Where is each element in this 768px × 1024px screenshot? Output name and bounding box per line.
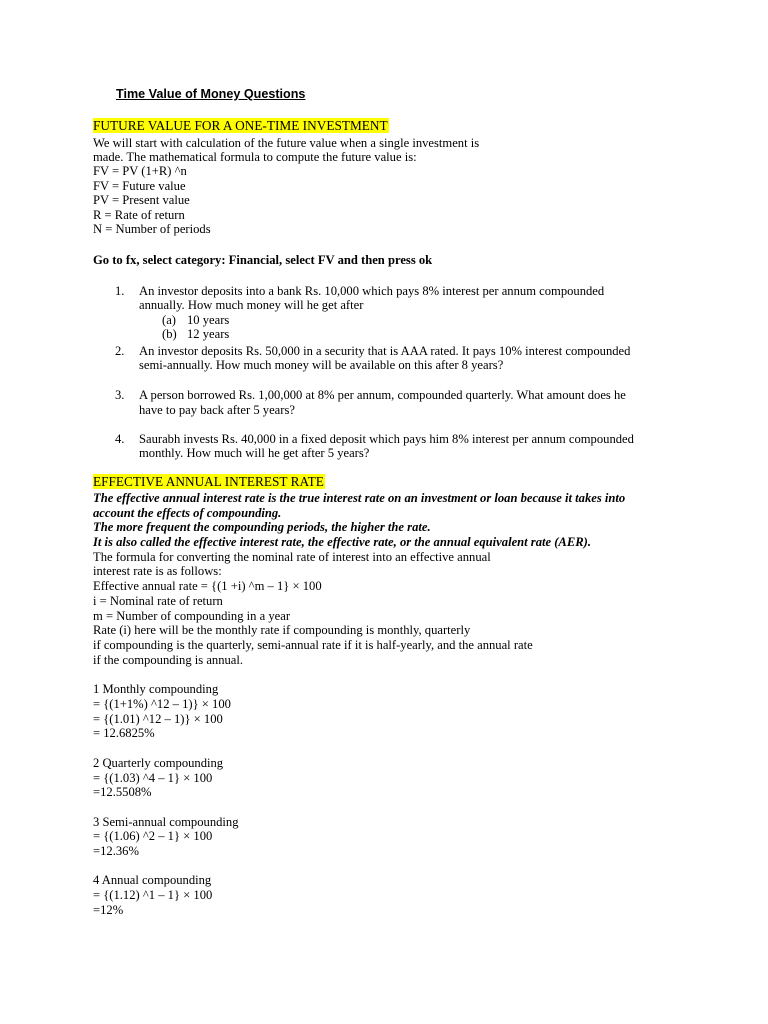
example-quarterly-result: =12.5508%: [93, 785, 152, 799]
definition-m: m = Number of compounding in a year: [93, 609, 291, 623]
ear-formula: Effective annual rate = {(1 +i) ^m – 1} × 100: [93, 579, 322, 593]
section-heading-effective-rate: [93, 475, 325, 490]
question-1-line-1: An investor deposits into a bank Rs. 10,000 which pays 8% interest per annum compounded: [139, 284, 605, 298]
explanation-line-3: Rate (i) here will be the monthly rate if compounding is monthly, quarterly: [93, 623, 471, 637]
intro-line-1: We will start with calculation of the future value when a single investment is: [93, 136, 480, 150]
explanation-line-2: interest rate is as follows:: [93, 564, 222, 578]
definition-i: i = Nominal rate of return: [93, 594, 223, 608]
example-monthly-step-1: = {(1+1%) ^12 – 1)} × 100: [93, 697, 231, 711]
example-annual-label: 4 Annual compounding: [93, 873, 212, 887]
document-title: Time Value of Money Questions: [116, 87, 306, 101]
fv-formula: FV = PV (1+R) ^n: [93, 164, 187, 178]
sub-question-label: (a): [162, 313, 176, 327]
explanation-line-1: The formula for converting the nominal rate of interest into an effective annual: [93, 550, 491, 564]
question-number: 3.: [115, 388, 125, 402]
example-annual-result: =12%: [93, 903, 124, 917]
example-monthly-result: = 12.6825%: [93, 726, 155, 740]
question-number: 1.: [115, 284, 125, 298]
question-2-line-1: An investor deposits Rs. 50,000 in a security that is AAA rated. It pays 10% interest compounded: [139, 344, 631, 358]
example-semiannual-result: =12.36%: [93, 844, 139, 858]
excel-instruction: Go to fx, select category: Financial, select FV and then press ok: [93, 253, 433, 267]
sub-question-text: 10 years: [187, 313, 230, 327]
sub-question-label: (b): [162, 327, 177, 341]
example-semiannual-step-1: = {(1.06) ^2 – 1} × 100: [93, 829, 213, 843]
example-semiannual-label: 3 Semi-annual compounding: [93, 815, 239, 829]
question-4-line-2: monthly. How much will he get after 5 years?: [139, 446, 370, 460]
question-number: 2.: [115, 344, 125, 358]
emphasis-line-3: The more frequent the compounding periods, the higher the rate.: [93, 520, 431, 534]
emphasis-line-4: It is also called the effective interest rate, the effective rate, or the annual equivalent rate (AER).: [93, 535, 591, 549]
emphasis-line-1: The effective annual interest rate is the true interest rate on an investment or loan because it takes into: [93, 491, 626, 505]
explanation-line-4: if compounding is the quarterly, semi-annual rate if it is half-yearly, and the annual rate: [93, 638, 533, 652]
intro-line-2: made. The mathematical formula to compute the future value is:: [93, 150, 417, 164]
question-2-line-2: semi-annually. How much money will be available on this after 8 years?: [139, 358, 504, 372]
section-heading-future-value: [93, 119, 389, 134]
section-heading-future-value-text: FUTURE VALUE FOR A ONE-TIME INVESTMENT: [93, 118, 388, 133]
example-monthly-label: 1 Monthly compounding: [93, 682, 219, 696]
example-annual-step-1: = {(1.12) ^1 – 1} × 100: [93, 888, 213, 902]
example-quarterly-step-1: = {(1.03) ^4 – 1} × 100: [93, 771, 213, 785]
definition-r: R = Rate of return: [93, 208, 185, 222]
question-number: 4.: [115, 432, 125, 446]
definition-n: N = Number of periods: [93, 222, 211, 236]
sub-question-text: 12 years: [187, 327, 230, 341]
emphasis-line-2: account the effects of compounding.: [93, 506, 282, 520]
example-monthly-step-2: = {(1.01) ^12 – 1)} × 100: [93, 712, 223, 726]
explanation-line-5: if the compounding is annual.: [93, 653, 244, 667]
definition-pv: PV = Present value: [93, 193, 190, 207]
section-heading-effective-rate-text: EFFECTIVE ANNUAL INTEREST RATE: [93, 474, 324, 489]
definition-fv: FV = Future value: [93, 179, 186, 193]
example-quarterly-label: 2 Quarterly compounding: [93, 756, 224, 770]
question-1-line-2: annually. How much money will he get after: [139, 298, 364, 312]
question-4-line-1: Saurabh invests Rs. 40,000 in a fixed deposit which pays him 8% interest per annum compounded: [139, 432, 634, 446]
question-3-line-2: have to pay back after 5 years?: [139, 403, 295, 417]
question-3-line-1: A person borrowed Rs. 1,00,000 at 8% per annum, compounded quarterly. What amount does he: [139, 388, 626, 402]
